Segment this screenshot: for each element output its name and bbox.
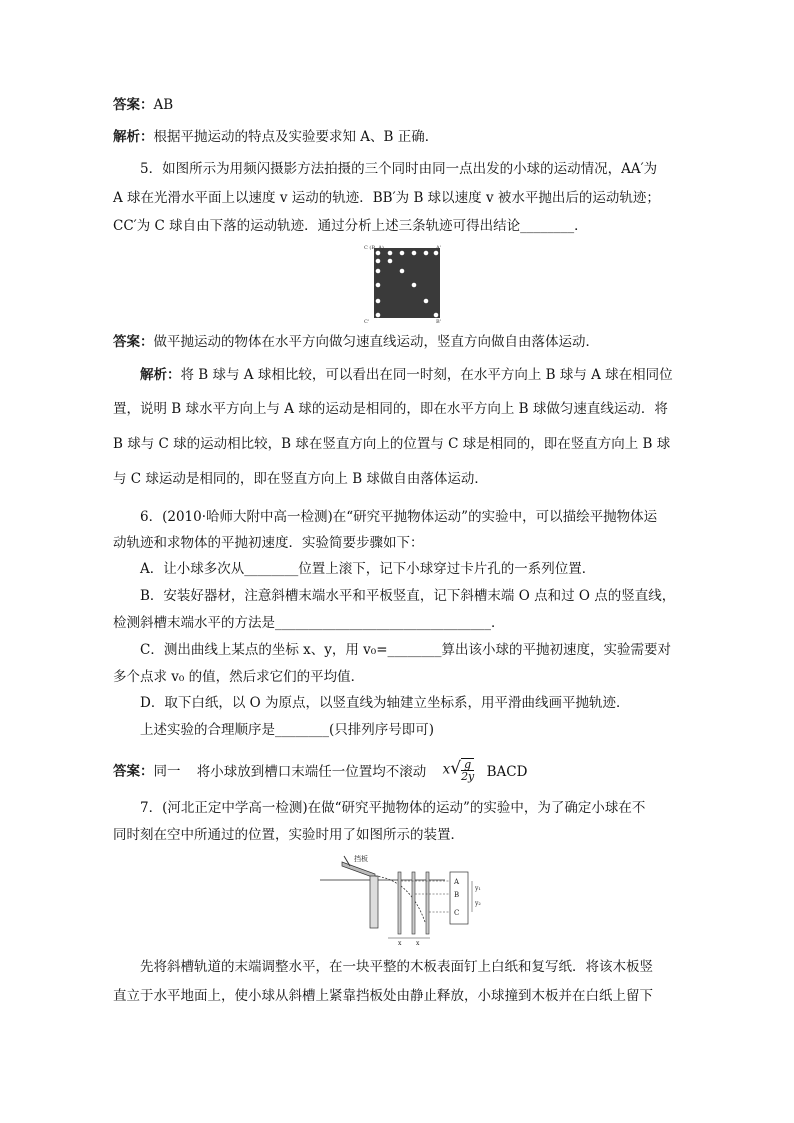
- answer-1: 同一: [153, 763, 181, 780]
- baffle-label: 挡板: [354, 855, 368, 863]
- stand: [370, 876, 378, 928]
- answer-2: 将小球放到槽口末端任一位置均不滚动: [196, 763, 427, 780]
- analysis-label: 解析：: [113, 129, 154, 145]
- y1-label: y₁: [475, 885, 481, 892]
- q6-step-b-cont: 检测斜槽末端水平的方法是________________________________．: [113, 615, 505, 631]
- label-top-right: A': [436, 245, 441, 251]
- y2-label: y₂: [475, 900, 481, 907]
- analysis-label: 解析：: [140, 367, 181, 383]
- answer-label: 答案：: [113, 334, 154, 350]
- q5-line-2: A 球在光滑水平面上以速度 v 运动的轨迹．BB′为 B 球以速度 v 被水平抛出后的运动轨迹；: [113, 190, 660, 206]
- q4-analysis: [113, 128, 683, 146]
- point-b-label: B: [454, 891, 460, 899]
- answer-text: 做平抛运动的物体在水平方向做匀速直线运动，竖直方向做自由落体运动．: [153, 334, 599, 350]
- photo-background: [374, 248, 440, 318]
- q5-analysis-1: [140, 366, 710, 384]
- answer-4: BACD: [486, 763, 528, 780]
- q4-answer: [113, 96, 683, 114]
- answer-3-formula: x√ $\frac{g}{2y}$: [442, 758, 475, 783]
- q6-line-2: 动轨迹和求物体的平抛初速度．实验简要步骤如下：: [113, 535, 424, 551]
- q6-answer: [113, 760, 683, 786]
- q5-analysis-4: 与 C 球运动是相同的，即在竖直方向上 B 球做自由落体运动．: [113, 471, 488, 487]
- x1-label: x: [398, 940, 402, 947]
- q5-answer: [113, 333, 683, 351]
- q5-line-1: 5．如图所示为用频闪摄影方法拍摄的三个同时由同一点出发的小球的运动情况，AA′为: [140, 161, 658, 177]
- apparatus-figure: [320, 852, 490, 947]
- q5-line-3: CC′为 C 球自由下落的运动轨迹．通过分析上述三条轨迹可得出结论________．: [113, 218, 588, 234]
- formula-numerator: g: [461, 759, 474, 771]
- point-c-label: C: [454, 909, 460, 917]
- formula-x: x: [442, 761, 451, 778]
- q6-step-c: C．测出曲线上某点的坐标 x、y，用 v₀=________算出该小球的平抛初速度，实验需要对: [140, 642, 672, 658]
- q5-analysis-3: B 球与 C 球的运动相比较，B 球在竖直方向上的位置与 C 球是相同的，即在竖直方向上 B 球: [113, 436, 671, 452]
- q6-line-1: 6．(2010·哈师大附中高一检测)在“研究平抛物体运动”的实验中，可以描绘平抛物体运: [140, 509, 658, 525]
- formula-denominator: 2y: [461, 770, 475, 783]
- chute: [342, 862, 375, 878]
- q6-step-c-cont: 多个点求 v₀ 的值，然后求它们的平均值．: [113, 669, 365, 685]
- answer-text: AB: [153, 97, 174, 113]
- q6-step-d: D．取下白纸，以 O 为原点，以竖直线为轴建立坐标系，用平滑曲线画平抛轨迹．: [140, 695, 630, 711]
- q6-step-a: A．让小球多次从________位置上滚下，记下小球穿过卡片孔的一系列位置．: [140, 561, 596, 577]
- q7-line-2: 同时刻在空中所通过的位置，实验时用了如图所示的装置．: [113, 827, 464, 843]
- analysis-text: 根据平抛运动的特点及实验要求知 A、B 正确．: [153, 129, 439, 145]
- board-3: [426, 872, 429, 934]
- q5-analysis-2: 置，说明 B 球水平方向上与 A 球的运动是相同的，即在水平方向上 B 球做匀速直线运动．将: [113, 401, 668, 417]
- q6-order: 上述实验的合理顺序是________(只排列序号即可): [140, 722, 435, 738]
- q6-step-b: B．安装好器材，注意斜槽末端水平和平板竖直，记下斜槽末端 O 点和过 O 点的竖直线，: [140, 588, 676, 604]
- board-1: [398, 872, 401, 934]
- board-2: [412, 872, 415, 934]
- x2-label: x: [416, 940, 420, 947]
- q7-paragraph-2: 直立于水平地面上，使小球从斜槽上紧靠挡板处由静止释放，小球撞到木板并在白纸上留下: [113, 988, 653, 1004]
- answer-label: 答案：: [113, 763, 154, 780]
- analysis-text: 将 B 球与 A 球相比较，可以看出在同一时刻，在水平方向上 B 球与 A 球在相同位: [180, 367, 673, 383]
- label-top-left: C (B, A): [364, 245, 384, 251]
- label-bottom-left: C': [364, 319, 370, 323]
- answer-label: 答案：: [113, 97, 154, 113]
- point-a-label: A: [454, 878, 460, 886]
- label-bottom-right: B': [436, 319, 442, 323]
- q7-paragraph-1: 先将斜槽轨道的末端调整水平，在一块平整的木板表面钉上白纸和复写纸．将该木板竖: [140, 959, 653, 975]
- q7-line-1: 7．(河北正定中学高一检测)在做“研究平抛物体的运动”的实验中，为了确定小球在不: [140, 800, 646, 816]
- strobe-photo-figure: [364, 243, 444, 323]
